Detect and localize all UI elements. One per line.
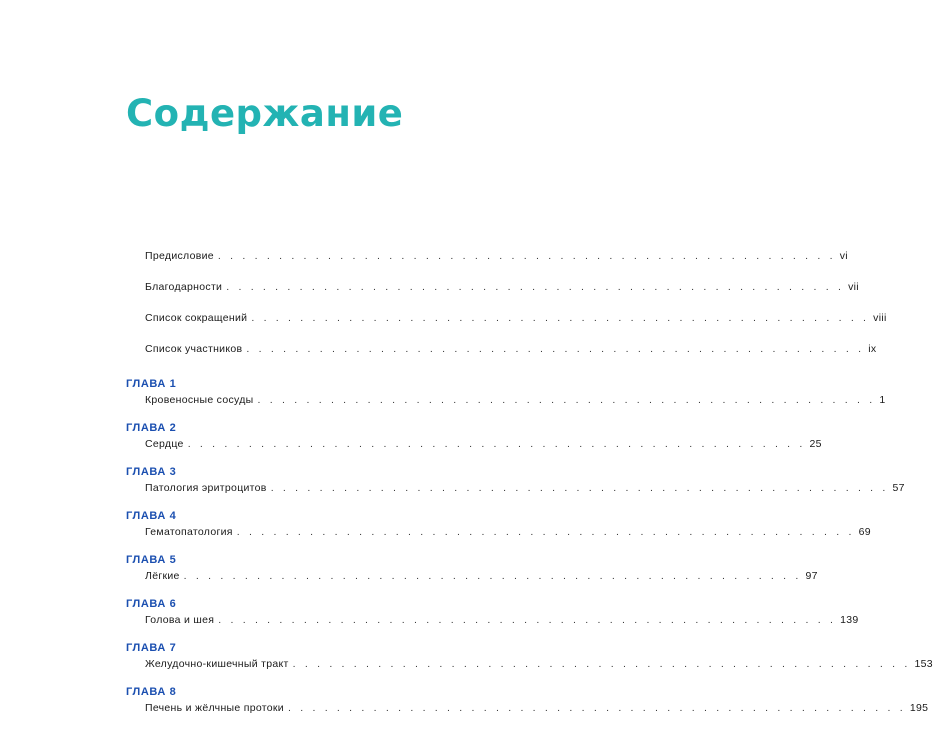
chapter-page: 139: [840, 614, 859, 626]
chapter-page: 25: [809, 438, 822, 450]
chapter-page: 57: [892, 482, 905, 494]
toc-entry-preface[interactable]: [145, 250, 848, 281]
chapter-entry[interactable]: [145, 482, 905, 494]
toc-entry-label: Список сокращений: [145, 312, 248, 324]
chapter-heading: ГЛАВА 4: [126, 510, 177, 522]
toc-entry-label: Предисловие: [145, 250, 214, 262]
toc-entry-page: ix: [868, 343, 877, 355]
chapter-heading: ГЛАВА 5: [126, 554, 177, 566]
chapter-heading: ГЛАВА 7: [126, 642, 177, 654]
dot-leader: . . . . . . . . . . . . . . . . . . . . . . . . . . . . . . . . . . . . . . . . . . . . . . . . . . .: [251, 312, 870, 324]
chapter-3[interactable]: [126, 466, 905, 494]
chapter-heading: ГЛАВА 2: [126, 422, 177, 434]
toc-entry-contributors[interactable]: [145, 343, 877, 374]
chapter-8[interactable]: [126, 686, 929, 714]
chapter-heading: ГЛАВА 6: [126, 598, 177, 610]
chapter-entry[interactable]: [145, 658, 933, 670]
toc-entry-abbreviations[interactable]: [145, 312, 887, 343]
chapter-page: 195: [909, 702, 929, 714]
dot-leader: . . . . . . . . . . . . . . . . . . . . . . . . . . . . . . . . . . . . . . . . . . . . . . . . . . .: [217, 250, 836, 262]
toc-entry-label: Благодарности: [145, 281, 223, 293]
chapter-title: Патология эритроцитов: [145, 482, 267, 494]
dot-leader: . . . . . . . . . . . . . . . . . . . . . . . . . . . . . . . . . . . . . . . . . . . . . . . . . . .: [270, 482, 889, 494]
chapter-2[interactable]: [126, 422, 822, 450]
chapter-entry[interactable]: [145, 702, 929, 714]
chapter-title: Лёгкие: [145, 570, 180, 582]
chapter-page: 153: [914, 658, 933, 670]
chapter-heading: ГЛАВА 1: [126, 378, 177, 390]
dot-leader: . . . . . . . . . . . . . . . . . . . . . . . . . . . . . . . . . . . . . . . . . . . . . . . . . . .: [183, 570, 802, 582]
chapter-5[interactable]: [126, 554, 818, 582]
toc-entry-page: viii: [873, 312, 887, 324]
chapter-heading: ГЛАВА 3: [126, 466, 177, 478]
chapter-title: Кровеносные сосуды: [145, 394, 254, 406]
dot-leader: . . . . . . . . . . . . . . . . . . . . . . . . . . . . . . . . . . . . . . . . . . . . . . . . . . .: [218, 614, 837, 626]
chapter-1[interactable]: [126, 378, 886, 406]
dot-leader: . . . . . . . . . . . . . . . . . . . . . . . . . . . . . . . . . . . . . . . . . . . . . . . . . . .: [287, 702, 906, 714]
chapter-title: Желудочно-кишечный тракт: [145, 658, 289, 670]
chapter-entry[interactable]: [145, 526, 871, 538]
chapter-title: Печень и жёлчные протоки: [145, 702, 284, 714]
page-title: Содержание: [126, 92, 404, 135]
dot-leader: . . . . . . . . . . . . . . . . . . . . . . . . . . . . . . . . . . . . . . . . . . . . . . . . . . .: [226, 281, 845, 293]
chapter-entry[interactable]: [145, 438, 822, 450]
chapter-entry[interactable]: [145, 570, 818, 582]
chapter-title: Гематопатология: [145, 526, 233, 538]
chapter-title: Сердце: [145, 438, 184, 450]
chapter-heading: ГЛАВА 8: [126, 686, 177, 698]
dot-leader: . . . . . . . . . . . . . . . . . . . . . . . . . . . . . . . . . . . . . . . . . . . . . . . . . . .: [236, 526, 855, 538]
toc-entry-page: vii: [848, 281, 859, 293]
dot-leader: . . . . . . . . . . . . . . . . . . . . . . . . . . . . . . . . . . . . . . . . . . . . . . . . . . .: [257, 394, 876, 406]
dot-leader: . . . . . . . . . . . . . . . . . . . . . . . . . . . . . . . . . . . . . . . . . . . . . . . . . . .: [292, 658, 911, 670]
chapter-entry[interactable]: [145, 614, 859, 626]
chapter-entry[interactable]: [145, 394, 886, 406]
chapter-title: Голова и шея: [145, 614, 215, 626]
chapter-page: 97: [805, 570, 818, 582]
toc-entry-page: vi: [839, 250, 848, 262]
chapter-4[interactable]: [126, 510, 871, 538]
dot-leader: . . . . . . . . . . . . . . . . . . . . . . . . . . . . . . . . . . . . . . . . . . . . . . . . . . .: [187, 438, 806, 450]
chapter-6[interactable]: [126, 598, 859, 626]
dot-leader: . . . . . . . . . . . . . . . . . . . . . . . . . . . . . . . . . . . . . . . . . . . . . . . . . . .: [246, 343, 865, 355]
toc-entry-label: Список участников: [145, 343, 243, 355]
chapter-page: 1: [879, 394, 886, 406]
chapter-7[interactable]: [126, 642, 933, 670]
front-matter-list: [145, 250, 887, 374]
chapter-page: 69: [858, 526, 871, 538]
toc-entry-acknowledgements[interactable]: [145, 281, 859, 312]
